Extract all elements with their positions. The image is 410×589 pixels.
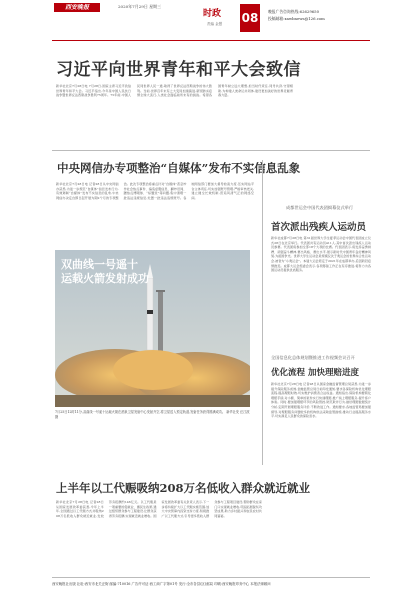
ad-hotline: 晚报广告咨询热线:62629650 [268,9,319,14]
footer-imprint: 西安晚报社出版 社址:西安市北关正街 邮编:710016 广告许可证:西工商广字第01号 发行:全市各县(区)邮局 印刷:西安晚报印务中心 本报法律顾问 [52,582,271,586]
photo-caption: 7月25日12时11分,双曲线一号遥十运载火箭在酒泉卫星发射中心发射升空,将卫星送入预定轨道,发射任务获得圆满成功。 新华社发 汪江波 摄 [55,410,250,419]
issue-date: 2020年7月29日 星期三 [118,4,162,9]
photo-overlay-title [61,258,149,286]
column-divider [262,160,263,465]
photo-overlay-line1: 双曲线一号遥十 [61,258,138,271]
divider [52,150,370,151]
lead-headline: 习近平向世界青年和平大会致信 [56,60,301,80]
lead-body: 新华社北京7月28日电 7月28日,国家主席习近平致信世界青年和平大会。习近平指出,今年是中国人民抗日战争暨世界反法西斯战争胜利75周年。75年前,中国人民同世界人民一道,取得了世界反法西斯战争的伟大胜利。当前,世界百年未有之大变局加速演进,新冠肺炎疫情全球大流行,人类社会面临前所未有的挑战。希望各国青年树立远大理想,担当时代责任,同舟共济,守望相助,为构建人类命运共同体,建设更加美好的世界贡献青春力量。 [56,84,293,98]
sidebar1-body: 新华社成都7月28日电 第31届世界大学生夏季运动会中国代表团成立仪式28日在北京举行。代表团共有运动员411人,其中首次派出残疾人运动员参赛。代表团将参加全部18个大项的比赛。代表团表示,将发扬奋勇拼搏、顽强奋斗精神,赛出风格、赛出水平,展示新时代中国青年良好精神风貌,为祖国争光。世界大学生运动会是规模仅次于奥运会的世界综合性运动会,被誉为“小奥运会”。本届大运会原定于2021年在成都举办,后因新冠疫情推迟。成都大运会组委会表示,各项筹备工作正在有序推进,将努力为各国运动员提供优质服务。 [271,236,371,273]
masthead-rule [52,40,370,41]
sidebar1-kicker: 成都世运会中国代表团揭幕仪式举行 [286,205,354,210]
story2-body: 新华社北京7月28日电 记者28日从中央网信办获悉,为进一步规范“自媒体”信息发布行为,有效遏制“自媒体”发布不实信息的乱象,中央网信办决定自即日起开展为期2个月的专项整治。此次专项整治将重点针对“自媒体”恶意炒作社会热点事件、编造虚假信息、翻炒旧闻、蹭热点博眼球、“标题党”等问题,集中清理一批违法违规信息,处置一批违法违规账号。各地网信部门要加大督导检查力度,压实网站平台主体责任,切实加强账号管理,严格审核把关,建立健全长效机制,营造风清气正的网络空间。 [56,182,254,200]
footer-rule [52,577,370,578]
section-editor: 责编 金慧 [207,22,223,26]
sidebar2-body: 新华社北京7月28日电 记者28日从国家金融监督管理总局获悉,为进一步提升保险服务质效,金融监管总局日前印发通知,要求各保险机构优化理赔流程,提高理赔时效,切实维护消费者合法权益。通知指出,保险机构要简化理赔手续,对小额、简单的案件实行快速理赔,推广线上理赔服务,提升客户体验。同时,要加强理赔环节的风险管控,防范欺诈行为,做好理赔数据统计分析,定期开展理赔服务评价,不断改进工作。通知要求,各地监管局要加强督导,对理赔服务问题较多的机构依法采取监管措施,推动行业提高服务水平,切实满足人民群众的保险需求。 [271,382,371,419]
story3-body: 新华社北京7月28日电 记者28日从国家发展改革委获悉,今年上半年,全国通过以工代赈方式共吸纳208万名低收入群众就近就业,发放劳务报酬约146亿元。以工代赈是一项重要的促就业、惠民生政策,通过组织群众参与工程建设,让群众获得劳务报酬,实现就近就业增收。国家发展改革委有关负责人表示,下一步将持续扩大以工代赈实施范围,加大中央预算内投资支持力度,积极推广以工代赈方式,引导更多低收入群众参与工程项目建设,帮助群众在家门口实现就业增收,巩固拓展脱贫攻坚成果,助力乡村振兴和农民农村共同富裕。 [56,500,262,518]
sidebar1-headline: 首次派出残疾人运动员 [271,222,367,233]
newspaper-logo: 西安晚报 [54,3,100,12]
sidebar2-kicker: 全国信息化总体规划暨推进工作视频会议召开 [271,355,355,360]
story2-headline: 中央网信办专项整治“自媒体”发布不实信息乱象 [57,161,301,175]
page-number: 08 [240,4,260,32]
submission-email: 投稿邮箱:xawbnews@126.com [268,16,325,21]
section-title: 时政 [203,9,222,19]
sidebar2-headline: 优化流程 加快理赔进度 [271,368,359,378]
masthead [0,0,410,40]
story3-headline: 上半年以工代赈吸纳208万名低收入群众就近就业 [56,481,311,495]
rocket-launch-photo [55,250,250,407]
contact-info [268,8,325,22]
photo-overlay-line2: 运载火箭发射成功 [61,272,149,285]
